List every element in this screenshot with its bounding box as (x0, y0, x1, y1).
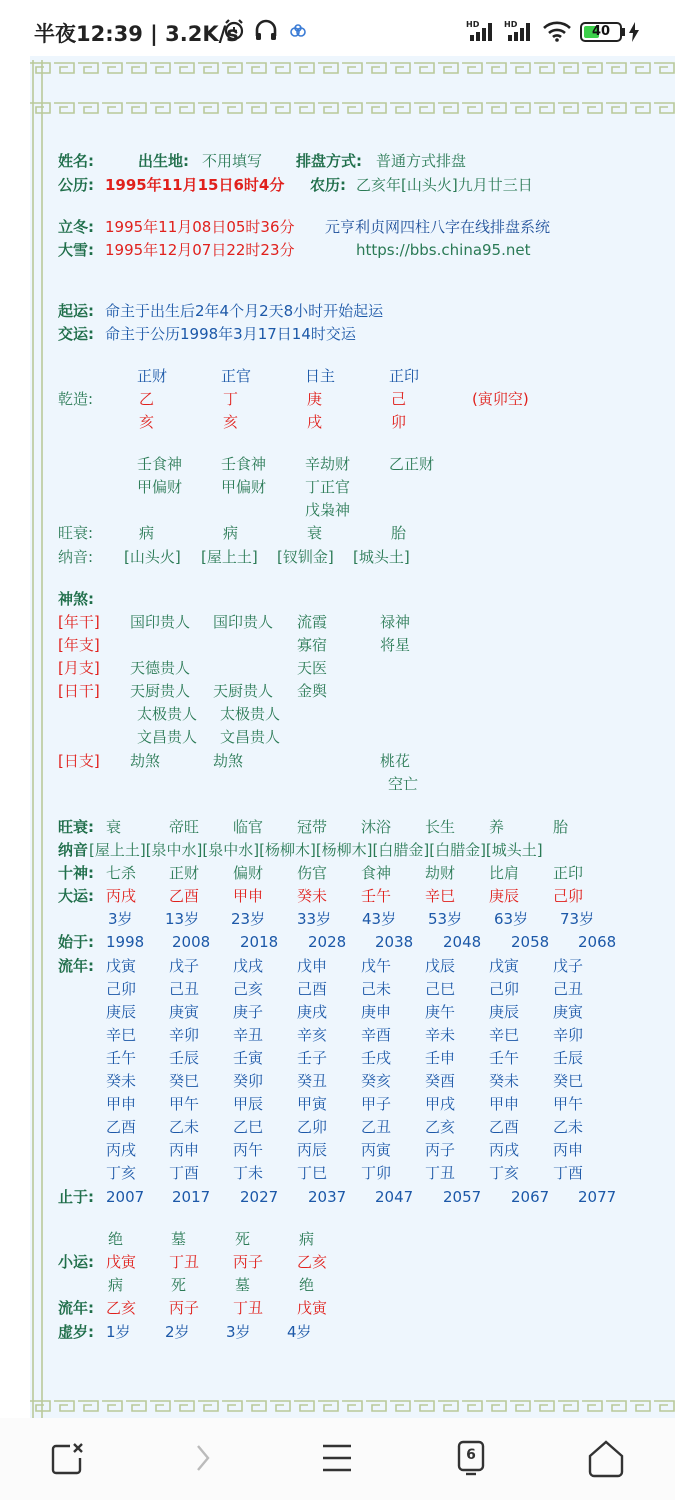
close-page-icon (44, 1434, 92, 1482)
liunian-cell: 丁未 (233, 1164, 264, 1182)
dayun-ten-god: 偏财 (233, 864, 264, 882)
liunian-cell: 戊寅 (106, 957, 137, 975)
liunian-cell: 甲子 (361, 1095, 392, 1113)
shensha-item: 流霞 (297, 613, 328, 631)
dayun-start-year: 1998 (106, 933, 145, 951)
liunian-cell: 辛未 (425, 1026, 456, 1044)
dayun-end-year: 2027 (240, 1188, 279, 1206)
xiaoyun-value: 乙亥 (297, 1253, 328, 1271)
xiaoyun-age: 1岁 (106, 1323, 131, 1341)
chart-label: 乾造: (58, 390, 94, 408)
chart-strength: 衰 (307, 524, 323, 542)
lidong-label: 立冬: (58, 218, 94, 236)
ten-gods-label: 十神: (58, 864, 94, 882)
liunian-cell: 甲辰 (233, 1095, 264, 1113)
liunian-cell: 戊子 (553, 957, 584, 975)
shensha-item: 国印贵人 (130, 613, 191, 631)
liunian-cell: 辛巳 (106, 1026, 137, 1044)
shensha-tag: [月支] (58, 659, 100, 677)
liunian-cell: 庚辰 (106, 1003, 137, 1021)
dayun-luck: 辛巳 (425, 887, 456, 905)
dayun-strength: 长生 (425, 818, 456, 836)
dayun-strength: 衰 (106, 818, 122, 836)
name-label: 姓名: (58, 152, 94, 170)
shensha-item: 文昌贵人 (137, 728, 198, 746)
liunian-cell: 己丑 (553, 980, 584, 998)
chart-hidden-2: 丁正官 (305, 478, 351, 496)
shensha-item: 金舆 (297, 682, 328, 700)
dayun-strength: 胎 (553, 818, 569, 836)
liunian-cell: 癸亥 (361, 1072, 392, 1090)
xiaoyun-strength-bottom: 死 (171, 1276, 187, 1294)
shensha-tag: [日干] (58, 682, 100, 700)
chart-branch: 亥 (139, 413, 155, 431)
liunian-cell: 己丑 (169, 980, 200, 998)
xiaoyun-strength-bottom: 绝 (299, 1276, 315, 1294)
shensha-item: 文昌贵人 (220, 728, 281, 746)
menu-icon (313, 1434, 361, 1482)
qiyun-label: 起运: (58, 302, 94, 320)
lidong-value: 1995年11月08日05时36分 (105, 218, 295, 236)
alarm-clock-icon (222, 18, 246, 42)
home-icon (582, 1434, 630, 1482)
app-notification-icon (290, 24, 306, 38)
dayun-end-year: 2007 (106, 1188, 145, 1206)
method-value: 普通方式排盘 (376, 152, 467, 170)
chart-hidden-2: 甲偏财 (221, 478, 267, 496)
menu-button[interactable] (313, 1434, 361, 1482)
liunian-cell: 壬午 (106, 1049, 137, 1067)
chart-nayin: [钗钏金] (277, 548, 334, 566)
shensha-item: 禄神 (380, 613, 411, 631)
chart-hidden-2: 甲偏财 (137, 478, 183, 496)
dayun-nayin-label: 纳音 (58, 841, 89, 859)
liunian-cell: 丁亥 (489, 1164, 520, 1182)
liunian-cell: 丙子 (425, 1141, 456, 1159)
left-border (30, 60, 46, 1420)
dayun-end-year: 2047 (375, 1188, 414, 1206)
liunian-cell: 庚戌 (297, 1003, 328, 1021)
liunian-cell: 辛丑 (233, 1026, 264, 1044)
dayun-age: 73岁 (560, 910, 595, 928)
dayun-ten-god: 正印 (553, 864, 584, 882)
dayun-luck: 甲申 (233, 887, 264, 905)
chart-stem: 乙 (139, 390, 155, 408)
xiaoyun-value: 丁丑 (169, 1253, 200, 1271)
shensha-item: 将星 (380, 636, 411, 654)
solar-value: 1995年11月15日6时4分 (105, 176, 285, 194)
dayun-age: 23岁 (231, 910, 266, 928)
liunian-cell: 壬寅 (233, 1049, 264, 1067)
liunian-cell: 庚寅 (553, 1003, 584, 1021)
shensha-item: 桃花 (380, 752, 411, 770)
end-label: 止于: (58, 1188, 94, 1206)
liunian-cell: 癸巳 (553, 1072, 584, 1090)
signal-hd-1-icon (466, 20, 498, 42)
liunian-cell: 庚午 (425, 1003, 456, 1021)
battery-level: 40 (591, 24, 611, 39)
status-speed: 3.2K/s (165, 22, 239, 46)
liunian-cell: 丙申 (169, 1141, 200, 1159)
lunar-label: 农历: (310, 176, 346, 194)
dayun-end-year: 2057 (443, 1188, 482, 1206)
shensha-item: 劫煞 (130, 752, 161, 770)
shensha-item: 寡宿 (297, 636, 328, 654)
chart-hidden-1: 壬食神 (137, 455, 183, 473)
liunian-cell: 癸未 (489, 1072, 520, 1090)
liunian-cell: 戊戌 (233, 957, 264, 975)
dayun-luck: 己卯 (553, 887, 584, 905)
xiaoyun-age: 2岁 (165, 1323, 190, 1341)
nayin-label: 纳音: (58, 548, 94, 566)
dayun-start-year: 2048 (443, 933, 482, 951)
strength-label: 旺衰: (58, 524, 94, 542)
dayun-age: 43岁 (362, 910, 397, 928)
chart-god: 日主 (305, 367, 336, 385)
shensha-item: 太极贵人 (137, 705, 198, 723)
dayun-age: 3岁 (108, 910, 133, 928)
liunian-cell: 己卯 (489, 980, 520, 998)
liunian-cell: 丁卯 (361, 1164, 392, 1182)
liunian-label: 流年: (58, 957, 94, 975)
age-label: 虚岁: (58, 1323, 94, 1341)
liunian-cell: 丁酉 (553, 1164, 584, 1182)
liunian-cell: 己亥 (233, 980, 264, 998)
xiaoyun-strength-bottom: 病 (108, 1276, 124, 1294)
liunian-cell: 壬午 (489, 1049, 520, 1067)
xiaoyun-strength-top: 墓 (171, 1230, 187, 1248)
liunian-cell: 己酉 (297, 980, 328, 998)
dayun-end-year: 2067 (511, 1188, 550, 1206)
battery-icon (580, 22, 622, 42)
liunian-cell: 丁酉 (169, 1164, 200, 1182)
liunian-cell: 癸未 (106, 1072, 137, 1090)
chart-hidden-1: 壬食神 (221, 455, 267, 473)
dayun-strength: 沐浴 (361, 818, 392, 836)
dayun-luck: 丙戌 (106, 887, 137, 905)
top-border-2 (30, 100, 675, 116)
status-left: 半夜12:39 | 3.2K/s (34, 22, 239, 46)
dayun-luck: 癸未 (297, 887, 328, 905)
chart-branch: 卯 (391, 413, 407, 431)
liunian-cell: 甲午 (169, 1095, 200, 1113)
dayun-ten-god: 比肩 (489, 864, 520, 882)
dayun-nayin-value: [屋上土][泉中水][泉中水][杨柳木][杨柳木][白腊金][白腊金][城头土] (89, 841, 543, 859)
liunian-cell: 癸丑 (297, 1072, 328, 1090)
birthplace-label: 出生地: (138, 152, 189, 170)
liunian-cell: 壬戌 (361, 1049, 392, 1067)
dayun-end-year: 2037 (308, 1188, 347, 1206)
dayun-start-year: 2028 (308, 933, 347, 951)
liunian-cell: 乙巳 (233, 1118, 264, 1136)
liunian-cell: 戊午 (361, 957, 392, 975)
chart-strength: 病 (139, 524, 155, 542)
tabs-button[interactable] (447, 1434, 495, 1482)
xiaoyun-liunian-label: 流年: (58, 1299, 94, 1317)
chevron-right-icon (178, 1434, 226, 1482)
chart-branch: 亥 (223, 413, 239, 431)
dayun-strength: 帝旺 (169, 818, 200, 836)
xiaoyun-liunian: 丁丑 (233, 1299, 264, 1317)
shensha-item: 国印贵人 (213, 613, 274, 631)
chart-hidden-1: 辛劫财 (305, 455, 351, 473)
liunian-cell: 甲戌 (425, 1095, 456, 1113)
shensha-item: 天厨贵人 (130, 682, 191, 700)
dayun-strength: 养 (489, 818, 505, 836)
liunian-cell: 己未 (361, 980, 392, 998)
lunar-value: 乙亥年[山头火]九月廿三日 (356, 176, 533, 194)
liunian-cell: 癸酉 (425, 1072, 456, 1090)
dayun-end-year: 2017 (172, 1188, 211, 1206)
svg-text:HD: HD (466, 20, 480, 29)
signal-hd-2-icon (504, 20, 536, 42)
xiaoyun-strength-top: 病 (299, 1230, 315, 1248)
chart-nayin: [屋上土] (201, 548, 258, 566)
birthplace-value: 不用填写 (202, 152, 263, 170)
liunian-cell: 乙未 (553, 1118, 584, 1136)
xiaoyun-liunian: 丙子 (169, 1299, 200, 1317)
shensha-title: 神煞: (58, 590, 94, 608)
liunian-cell: 壬辰 (553, 1049, 584, 1067)
liunian-cell: 辛卯 (553, 1026, 584, 1044)
liunian-cell: 乙亥 (425, 1118, 456, 1136)
void-note: (寅卯空) (472, 390, 529, 408)
hidden-row3: 戊枭神 (305, 501, 351, 519)
xiaoyun-liunian: 戊寅 (297, 1299, 328, 1317)
start-label: 始于: (58, 933, 94, 951)
liunian-cell: 丙申 (553, 1141, 584, 1159)
liunian-cell: 丙戌 (106, 1141, 137, 1159)
shensha-tag: [年支] (58, 636, 100, 654)
dayun-ten-god: 食神 (361, 864, 392, 882)
solar-label: 公历: (58, 176, 94, 194)
charging-bolt-icon (628, 22, 640, 42)
liunian-cell: 丙辰 (297, 1141, 328, 1159)
dayun-strength: 冠带 (297, 818, 328, 836)
chart-stem: 丁 (223, 390, 239, 408)
shensha-item: 天医 (297, 659, 328, 677)
liunian-cell: 丁丑 (425, 1164, 456, 1182)
liunian-cell: 戊寅 (489, 957, 520, 975)
liunian-cell: 庚子 (233, 1003, 264, 1021)
method-label: 排盘方式: (296, 152, 362, 170)
status-time: 半夜12:39 (34, 22, 143, 46)
xiaoyun-age: 3岁 (226, 1323, 251, 1341)
dayun-start-year: 2038 (375, 933, 414, 951)
dayun-age: 33岁 (297, 910, 332, 928)
xiaoyun-strength-bottom: 墓 (235, 1276, 251, 1294)
top-border-1 (30, 60, 675, 76)
liunian-cell: 乙酉 (489, 1118, 520, 1136)
liunian-cell: 丙戌 (489, 1141, 520, 1159)
chart-stem: 己 (391, 390, 407, 408)
liunian-cell: 乙丑 (361, 1118, 392, 1136)
dayun-ten-god: 七杀 (106, 864, 137, 882)
site-url[interactable]: https://bbs.china95.net (356, 241, 531, 259)
liunian-cell: 壬辰 (169, 1049, 200, 1067)
dayun-luck: 庚辰 (489, 887, 520, 905)
chart-hidden-1: 乙正财 (389, 455, 435, 473)
liunian-cell: 辛卯 (169, 1026, 200, 1044)
chart-god: 正官 (221, 367, 252, 385)
liunian-cell: 乙酉 (106, 1118, 137, 1136)
liunian-cell: 戊申 (297, 957, 328, 975)
dayun-start-year: 2058 (511, 933, 550, 951)
xiaoyun-liunian: 乙亥 (106, 1299, 137, 1317)
luck-label: 大运: (58, 887, 94, 905)
chart-nayin: [城头土] (353, 548, 410, 566)
shensha-item: 劫煞 (213, 752, 244, 770)
chart-branch: 戌 (307, 413, 323, 431)
wifi-icon (542, 20, 572, 42)
chart-stem: 庚 (307, 390, 323, 408)
liunian-cell: 乙卯 (297, 1118, 328, 1136)
dayun-ten-god: 劫财 (425, 864, 456, 882)
bottom-nav (0, 1418, 675, 1500)
shensha-item: 太极贵人 (220, 705, 281, 723)
daxue-label: 大雪: (58, 241, 94, 259)
dayun-luck: 壬午 (361, 887, 392, 905)
liunian-cell: 庚申 (361, 1003, 392, 1021)
forward-button[interactable] (178, 1434, 226, 1482)
chart-strength: 病 (223, 524, 239, 542)
svg-text:HD: HD (504, 20, 518, 29)
chart-god: 正印 (389, 367, 420, 385)
dayun-ten-god: 正财 (169, 864, 200, 882)
liunian-cell: 甲寅 (297, 1095, 328, 1113)
shensha-item: 空亡 (388, 775, 419, 793)
status-bar (0, 0, 675, 62)
headphones-icon (254, 18, 278, 42)
shensha-tag: [年干] (58, 613, 100, 631)
xiaoyun-value: 戊寅 (106, 1253, 137, 1271)
liunian-cell: 丁亥 (106, 1164, 137, 1182)
shensha-item: 天厨贵人 (213, 682, 274, 700)
jiaoyun-value: 命主于公历1998年3月17日14时交运 (105, 325, 356, 343)
jiaoyun-label: 交运: (58, 325, 94, 343)
xiaoyun-strength-top: 死 (235, 1230, 251, 1248)
dayun-strength: 临官 (233, 818, 264, 836)
bottom-border (30, 1398, 675, 1414)
dayun-age: 63岁 (494, 910, 529, 928)
xiaoyun-label: 小运: (58, 1253, 94, 1271)
page-content (30, 56, 675, 1418)
liunian-cell: 癸卯 (233, 1072, 264, 1090)
system-name: 元亨利贞网四柱八字在线排盘系统 (325, 218, 551, 236)
close-tab-button[interactable] (44, 1434, 92, 1482)
liunian-cell: 戊辰 (425, 957, 456, 975)
liunian-cell: 甲午 (553, 1095, 584, 1113)
liunian-cell: 辛酉 (361, 1026, 392, 1044)
dayun-age: 53岁 (428, 910, 463, 928)
xiaoyun-value: 丙子 (233, 1253, 264, 1271)
chart-strength: 胎 (391, 524, 407, 542)
liunian-cell: 庚辰 (489, 1003, 520, 1021)
shensha-tag: [日支] (58, 752, 100, 770)
qiyun-value: 命主于出生后2年4个月2天8小时开始起运 (105, 302, 384, 320)
dayun-start-year: 2018 (240, 933, 279, 951)
liunian-cell: 戊子 (169, 957, 200, 975)
liunian-cell: 辛亥 (297, 1026, 328, 1044)
xiaoyun-strength-top: 绝 (108, 1230, 124, 1248)
liunian-cell: 庚寅 (169, 1003, 200, 1021)
dayun-ten-god: 伤官 (297, 864, 328, 882)
liunian-cell: 壬申 (425, 1049, 456, 1067)
dayun-start-year: 2068 (578, 933, 617, 951)
daxue-value: 1995年12月07日22时23分 (105, 241, 295, 259)
dayun-age: 13岁 (165, 910, 200, 928)
liunian-cell: 辛巳 (489, 1026, 520, 1044)
liunian-cell: 丁巳 (297, 1164, 328, 1182)
tabs-count: 6 (466, 1447, 476, 1463)
liunian-cell: 壬子 (297, 1049, 328, 1067)
liunian-cell: 乙未 (169, 1118, 200, 1136)
dayun-strength-label: 旺衰: (58, 818, 94, 836)
dayun-end-year: 2077 (578, 1188, 617, 1206)
dayun-start-year: 2008 (172, 933, 211, 951)
liunian-cell: 丙午 (233, 1141, 264, 1159)
home-button[interactable] (582, 1434, 630, 1482)
chart-nayin: [山头火] (124, 548, 181, 566)
liunian-cell: 己巳 (425, 980, 456, 998)
xiaoyun-age: 4岁 (287, 1323, 312, 1341)
chart-god: 正财 (137, 367, 168, 385)
shensha-item: 天德贵人 (130, 659, 191, 677)
liunian-cell: 丙寅 (361, 1141, 392, 1159)
liunian-cell: 甲申 (489, 1095, 520, 1113)
liunian-cell: 己卯 (106, 980, 137, 998)
dayun-luck: 乙酉 (169, 887, 200, 905)
liunian-cell: 癸巳 (169, 1072, 200, 1090)
liunian-cell: 甲申 (106, 1095, 137, 1113)
